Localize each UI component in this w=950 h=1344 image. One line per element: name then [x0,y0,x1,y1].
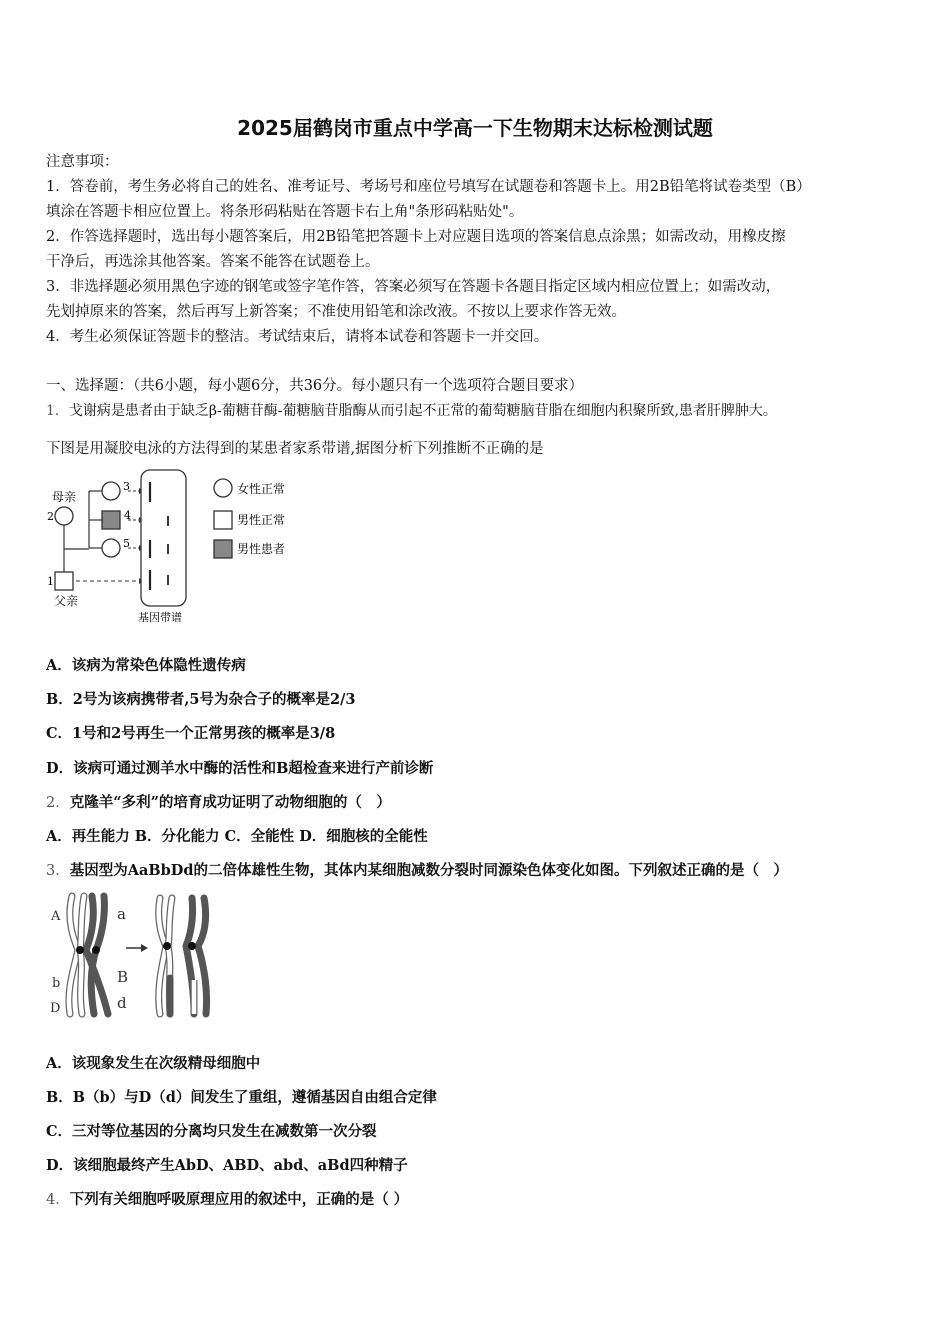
chromosome-figure [44,890,224,1026]
option-c: C．三对等位基因的分离均只发生在减数第一次分裂 [46,1123,377,1140]
question-text: 基因型为AaBbDd的二倍体雄性生物，其体内某细胞减数分裂时同源染色体变化如图。下列叙述正确的是（ ） [69,862,788,879]
option-b: B．2号为该病携带者,5号为杂合子的概率是2/3 [46,691,356,708]
individual-4-number: 4 [124,509,131,522]
question-3-stem [46,861,788,881]
notice-line: 2．作答选择题时，选出每小题答案后，用2B铅笔把答题卡上对应题目选项的答案信息点涂黑；如需改动，用橡皮擦 [46,229,786,245]
father-label: 父亲 [54,594,79,608]
question-text: 下列有关细胞呼吸原理应用的叙述中，正确的是（ ） [69,1191,409,1208]
question-text: 戈谢病是患者由于缺乏β-葡糖苷酶-葡糖脑苷脂酶从而引起不正常的葡萄糖脑苷脂在细胞内积聚所致,患者肝脾肿大。 [68,403,777,419]
option-a: A．该病为常染色体隐性遗传病 [46,657,246,674]
question-4-stem [46,1190,408,1210]
gene-label-D: D [50,1001,61,1016]
option-d: D．该病可通过测羊水中酶的活性和B超检查来进行产前诊断 [46,760,434,777]
gene-label-a: a [117,905,126,923]
notice-line: 3．非选择题必须用黑色字迹的钢笔或签字笔作答，答案必须写在答题卡各题目指定区域内相应位置上；如需改动， [46,279,781,295]
notice-line: 1．答卷前，考生务必将自己的姓名、准考证号、考场号和座位号填写在试题卷和答题卡上。用2B铅笔将试卷类型（B） [46,179,811,195]
question-text: 克隆羊“多利”的培育成功证明了动物细胞的（ ） [69,794,391,811]
question-number: 4． [46,1192,70,1208]
option-d: D．该细胞最终产生AbD、ABD、abd、aBd四种精子 [46,1157,408,1174]
legend-male-affected: 男性患者 [237,542,286,556]
gene-label-A: A [51,909,61,924]
legend-male-normal-icon [214,511,232,529]
female-normal-symbol [55,507,73,525]
notice-heading: 注意事项： [46,154,119,170]
option-c: C．1号和2号再生一个正常男孩的概率是3/8 [46,725,336,742]
individual-2-number: 2 [47,510,54,523]
question-1-stem [46,401,777,421]
centromere [92,946,100,954]
gene-label-B: B [117,968,129,986]
option-b: B．B（b）与D（d）间发生了重组，遵循基因自由组合定律 [46,1089,437,1106]
notice-line: 4．考生必须保证答题卡的整洁。考试结束后，请将本试卷和答题卡一并交回。 [46,329,549,345]
question-number: 2． [46,795,70,811]
legend-female-normal: 女性正常 [237,482,286,496]
male-affected-symbol [102,511,120,529]
gene-label-b: b [52,976,61,991]
notice-line: 填涂在答题卡相应位置上。将条形码粘贴在答题卡右上角"条形码粘贴处"。 [46,204,524,220]
male-normal-symbol [55,572,73,590]
question-number: 3． [46,863,70,879]
centromere [76,946,84,954]
arrow-head [141,944,148,952]
mother-label: 母亲 [52,490,77,504]
page-title: 2025届鹤岗市重点中学高一下生物期末达标检测试题 [237,116,713,140]
individual-5-number: 5 [123,537,130,550]
female-normal-symbol [102,539,120,557]
gene-label-d: d [117,994,127,1012]
question-1-stem-cont: 下图是用凝胶电泳的方法得到的某患者家系带谱,据图分析下列推断不正确的是 [46,441,544,457]
individual-1-number: 1 [47,575,54,588]
section-heading: 一、选择题：（共6小题，每小题6分，共36分。每小题只有一个选项符合题目要求） [46,378,584,394]
chromatid-white-fill [159,898,166,1014]
centromere [188,942,196,950]
option-a: A．该现象发生在次级精母细胞中 [46,1055,261,1072]
legend-male-normal: 男性正常 [237,513,286,527]
question-number: 1． [46,403,69,419]
centromere [163,942,171,950]
chromatid-dark [198,898,207,1014]
question-2-options: A．再生能力 B．分化能力 C．全能性 D．细胞核的全能性 [46,828,428,845]
legend-female-normal-icon [214,479,232,497]
notice-line: 干净后，再选涂其他答案。答案不能答在试题卷上。 [46,254,380,270]
question-2-stem [46,793,391,813]
band-label: 基因带谱 [138,611,182,624]
individual-3-number: 3 [123,480,130,493]
band-box [141,470,186,606]
female-normal-symbol [102,482,120,500]
notice-line: 先划掉原来的答案，然后再写上新答案；不准使用铅笔和涂改液。不按以上要求作答无效。 [46,304,626,320]
pedigree-figure [44,466,294,628]
legend-male-affected-icon [214,540,232,558]
